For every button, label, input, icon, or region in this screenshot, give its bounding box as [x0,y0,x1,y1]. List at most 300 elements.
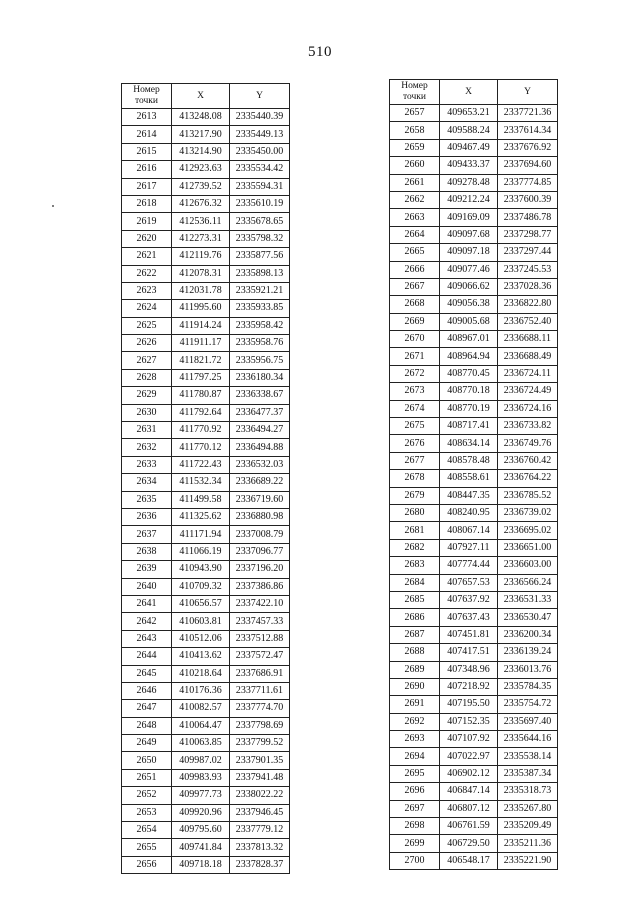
point-number-cell: 2698 [390,818,440,835]
table-row [390,800,558,817]
x-cell: 406847.14 [440,783,498,800]
x-cell: 411532.34 [172,474,230,491]
x-cell: 407348.96 [440,661,498,678]
x-cell: 409588.24 [440,122,498,139]
x-cell: 411780.87 [172,387,230,404]
table-row [390,261,558,278]
x-cell: 409467.49 [440,139,498,156]
x-cell: 406548.17 [440,852,498,869]
point-number-cell: 2648 [122,717,172,734]
header-point-number: Номер точки [390,80,440,105]
y-cell: 2338022.22 [230,787,290,804]
table-row [390,609,558,626]
x-cell: 413214.90 [172,143,230,160]
point-number-cell: 2663 [390,209,440,226]
table-row [390,209,558,226]
point-number-cell: 2635 [122,491,172,508]
y-cell: 2336200.34 [498,626,558,643]
table-row [390,400,558,417]
y-cell: 2335318.73 [498,783,558,800]
point-number-cell: 2630 [122,404,172,421]
x-cell: 409212.24 [440,191,498,208]
table-row [122,404,290,421]
x-cell: 409278.48 [440,174,498,191]
x-cell: 407107.92 [440,731,498,748]
table-row [122,735,290,752]
y-cell: 2337245.53 [498,261,558,278]
scan-speck [52,205,54,207]
point-number-cell: 2680 [390,504,440,521]
table-row [122,178,290,195]
point-number-cell: 2668 [390,296,440,313]
y-cell: 2335898.13 [230,265,290,282]
y-cell: 2337600.39 [498,191,558,208]
table-row [390,852,558,869]
y-cell: 2337008.79 [230,526,290,543]
y-cell: 2337572.47 [230,648,290,665]
y-cell: 2335267.80 [498,800,558,817]
table-row [122,282,290,299]
y-cell: 2335610.19 [230,195,290,212]
coordinates-table-left [121,83,290,874]
point-number-cell: 2655 [122,839,172,856]
table-row [122,508,290,525]
x-cell: 409920.96 [172,804,230,821]
point-number-cell: 2685 [390,591,440,608]
x-cell: 410512.06 [172,630,230,647]
x-cell: 408964.94 [440,348,498,365]
x-cell: 409005.68 [440,313,498,330]
y-cell: 2335754.72 [498,696,558,713]
table-row [390,487,558,504]
x-cell: 412923.63 [172,161,230,178]
point-number-cell: 2632 [122,439,172,456]
x-cell: 411722.43 [172,456,230,473]
x-cell: 409097.68 [440,226,498,243]
table-row [390,504,558,521]
table-row [122,439,290,456]
y-cell: 2335697.40 [498,713,558,730]
x-cell: 412078.31 [172,265,230,282]
table-row [122,265,290,282]
y-cell: 2336822.80 [498,296,558,313]
y-cell: 2337941.48 [230,769,290,786]
point-number-cell: 2613 [122,109,172,126]
y-cell: 2337779.12 [230,822,290,839]
x-cell: 412119.76 [172,248,230,265]
table-row [122,422,290,439]
table-row [122,248,290,265]
y-cell: 2335798.32 [230,230,290,247]
y-cell: 2336695.02 [498,522,558,539]
x-cell: 409653.21 [440,105,498,122]
y-cell: 2335644.16 [498,731,558,748]
x-cell: 412536.11 [172,213,230,230]
x-cell: 408967.01 [440,331,498,348]
point-number-cell: 2633 [122,456,172,473]
table-row [390,365,558,382]
x-cell: 412676.32 [172,195,230,212]
table-row [390,539,558,556]
coordinates-table-right [389,79,558,870]
table-row [122,717,290,734]
y-cell: 2335534.42 [230,161,290,178]
x-cell: 408770.45 [440,365,498,382]
x-cell: 408447.35 [440,487,498,504]
y-cell: 2337686.91 [230,665,290,682]
x-cell: 409066.62 [440,278,498,295]
point-number-cell: 2617 [122,178,172,195]
y-cell: 2336477.37 [230,404,290,421]
table-row [390,574,558,591]
y-cell: 2337028.36 [498,278,558,295]
point-number-cell: 2624 [122,300,172,317]
y-cell: 2336531.33 [498,591,558,608]
table-row [390,157,558,174]
y-cell: 2337774.85 [498,174,558,191]
x-cell: 410082.57 [172,700,230,717]
point-number-cell: 2657 [390,105,440,122]
table-row [390,835,558,852]
table-row [122,578,290,595]
point-number-cell: 2700 [390,852,440,869]
y-cell: 2337512.88 [230,630,290,647]
x-cell: 410064.47 [172,717,230,734]
point-number-cell: 2634 [122,474,172,491]
table-row [122,769,290,786]
x-cell: 406902.12 [440,765,498,782]
x-cell: 409987.02 [172,752,230,769]
header-y: Y [498,80,558,105]
table-row [390,731,558,748]
point-number-cell: 2637 [122,526,172,543]
point-number-cell: 2631 [122,422,172,439]
x-cell: 413217.90 [172,126,230,143]
point-number-cell: 2687 [390,626,440,643]
table-row [390,818,558,835]
y-cell: 2336530.47 [498,609,558,626]
point-number-cell: 2659 [390,139,440,156]
x-cell: 409169.09 [440,209,498,226]
point-number-cell: 2661 [390,174,440,191]
x-cell: 410603.81 [172,613,230,630]
table-row [122,474,290,491]
point-number-cell: 2665 [390,244,440,261]
point-number-cell: 2653 [122,804,172,821]
table-row [122,387,290,404]
y-cell: 2336785.52 [498,487,558,504]
x-cell: 408770.19 [440,400,498,417]
y-cell: 2335538.14 [498,748,558,765]
x-cell: 410218.64 [172,665,230,682]
table-row [122,561,290,578]
x-cell: 411797.25 [172,369,230,386]
x-cell: 409056.38 [440,296,498,313]
y-cell: 2337711.61 [230,682,290,699]
y-cell: 2336180.34 [230,369,290,386]
y-cell: 2336566.24 [498,574,558,591]
table-row [122,161,290,178]
x-cell: 411770.92 [172,422,230,439]
table-row [390,278,558,295]
table-row [122,543,290,560]
point-number-cell: 2670 [390,331,440,348]
x-cell: 410709.32 [172,578,230,595]
table-row [122,109,290,126]
table-row [122,630,290,647]
table-row [122,352,290,369]
table-row [122,195,290,212]
table-row [390,418,558,435]
x-cell: 411066.19 [172,543,230,560]
point-number-cell: 2674 [390,400,440,417]
point-number-cell: 2656 [122,856,172,873]
header-point-number: Номер точки [122,84,172,109]
point-number-cell: 2675 [390,418,440,435]
point-number-cell: 2625 [122,317,172,334]
y-cell: 2337694.60 [498,157,558,174]
point-number-cell: 2649 [122,735,172,752]
y-cell: 2335449.13 [230,126,290,143]
point-number-cell: 2690 [390,678,440,695]
y-cell: 2337486.78 [498,209,558,226]
y-cell: 2337297.44 [498,244,558,261]
point-number-cell: 2638 [122,543,172,560]
point-number-cell: 2673 [390,383,440,400]
table-row [390,661,558,678]
x-cell: 407022.97 [440,748,498,765]
x-cell: 411770.12 [172,439,230,456]
y-cell: 2336724.11 [498,365,558,382]
table-row [122,682,290,699]
y-cell: 2336013.76 [498,661,558,678]
y-cell: 2336494.27 [230,422,290,439]
table-row [122,335,290,352]
point-number-cell: 2619 [122,213,172,230]
point-number-cell: 2692 [390,713,440,730]
point-number-cell: 2664 [390,226,440,243]
y-cell: 2336651.00 [498,539,558,556]
y-cell: 2335958.76 [230,335,290,352]
x-cell: 409097.18 [440,244,498,261]
x-cell: 406761.59 [440,818,498,835]
table-row [390,678,558,695]
x-cell: 411792.64 [172,404,230,421]
y-cell: 2336752.40 [498,313,558,330]
y-cell: 2337298.77 [498,226,558,243]
x-cell: 411995.60 [172,300,230,317]
point-number-cell: 2691 [390,696,440,713]
table-row [122,856,290,873]
point-number-cell: 2616 [122,161,172,178]
table-row [390,644,558,661]
x-cell: 408578.48 [440,452,498,469]
x-cell: 412031.78 [172,282,230,299]
y-cell: 2335933.85 [230,300,290,317]
y-cell: 2336338.67 [230,387,290,404]
x-cell: 410943.90 [172,561,230,578]
table-row [122,491,290,508]
table-row [122,143,290,160]
point-number-cell: 2660 [390,157,440,174]
table-row [390,313,558,330]
point-number-cell: 2684 [390,574,440,591]
point-number-cell: 2696 [390,783,440,800]
point-number-cell: 2651 [122,769,172,786]
x-cell: 408558.61 [440,470,498,487]
x-cell: 409718.18 [172,856,230,873]
point-number-cell: 2639 [122,561,172,578]
y-cell: 2336603.00 [498,557,558,574]
y-cell: 2337901.35 [230,752,290,769]
table-row [390,174,558,191]
table-row [390,191,558,208]
x-cell: 407637.92 [440,591,498,608]
point-number-cell: 2629 [122,387,172,404]
y-cell: 2335211.36 [498,835,558,852]
x-cell: 408770.18 [440,383,498,400]
x-cell: 407774.44 [440,557,498,574]
point-number-cell: 2642 [122,613,172,630]
header-x: X [440,80,498,105]
table-row [390,522,558,539]
point-number-cell: 2676 [390,435,440,452]
table-row [122,230,290,247]
y-cell: 2337676.92 [498,139,558,156]
table-row [390,244,558,261]
x-cell: 407152.35 [440,713,498,730]
table-row [122,526,290,543]
table-row [122,126,290,143]
point-number-cell: 2646 [122,682,172,699]
point-number-cell: 2620 [122,230,172,247]
point-number-cell: 2672 [390,365,440,382]
y-cell: 2335209.49 [498,818,558,835]
table-row [390,296,558,313]
table-row [390,435,558,452]
table-row [390,331,558,348]
point-number-cell: 2695 [390,765,440,782]
point-number-cell: 2644 [122,648,172,665]
table-row [390,452,558,469]
y-cell: 2337721.36 [498,105,558,122]
point-number-cell: 2693 [390,731,440,748]
table-row [390,713,558,730]
header-y: Y [230,84,290,109]
point-number-cell: 2694 [390,748,440,765]
table-row [390,470,558,487]
x-cell: 409077.46 [440,261,498,278]
y-cell: 2336764.22 [498,470,558,487]
y-cell: 2336719.60 [230,491,290,508]
y-cell: 2336733.82 [498,418,558,435]
x-cell: 407657.53 [440,574,498,591]
table-row [122,317,290,334]
point-number-cell: 2650 [122,752,172,769]
table-row [390,626,558,643]
y-cell: 2335784.35 [498,678,558,695]
x-cell: 408067.14 [440,522,498,539]
x-cell: 412273.31 [172,230,230,247]
y-cell: 2336724.16 [498,400,558,417]
point-number-cell: 2622 [122,265,172,282]
table-row [390,348,558,365]
y-cell: 2336724.49 [498,383,558,400]
y-cell: 2336749.76 [498,435,558,452]
point-number-cell: 2681 [390,522,440,539]
point-number-cell: 2615 [122,143,172,160]
table-row [390,765,558,782]
point-number-cell: 2621 [122,248,172,265]
table-row [122,787,290,804]
x-cell: 408240.95 [440,504,498,521]
x-cell: 407417.51 [440,644,498,661]
y-cell: 2335387.34 [498,765,558,782]
y-cell: 2337946.45 [230,804,290,821]
point-number-cell: 2641 [122,595,172,612]
point-number-cell: 2666 [390,261,440,278]
x-cell: 411499.58 [172,491,230,508]
point-number-cell: 2658 [390,122,440,139]
x-cell: 409795.60 [172,822,230,839]
point-number-cell: 2688 [390,644,440,661]
y-cell: 2335440.39 [230,109,290,126]
point-number-cell: 2699 [390,835,440,852]
table-row [122,752,290,769]
point-number-cell: 2643 [122,630,172,647]
table-row [122,369,290,386]
x-cell: 407637.43 [440,609,498,626]
table-row [390,139,558,156]
y-cell: 2336494.88 [230,439,290,456]
point-number-cell: 2640 [122,578,172,595]
point-number-cell: 2662 [390,191,440,208]
x-cell: 411325.62 [172,508,230,525]
x-cell: 412739.52 [172,178,230,195]
y-cell: 2337774.70 [230,700,290,717]
x-cell: 409741.84 [172,839,230,856]
x-cell: 409977.73 [172,787,230,804]
x-cell: 410413.62 [172,648,230,665]
y-cell: 2337813.32 [230,839,290,856]
table-row [390,105,558,122]
point-number-cell: 2636 [122,508,172,525]
x-cell: 406729.50 [440,835,498,852]
y-cell: 2336689.22 [230,474,290,491]
point-number-cell: 2683 [390,557,440,574]
point-number-cell: 2679 [390,487,440,504]
y-cell: 2337828.37 [230,856,290,873]
y-cell: 2336760.42 [498,452,558,469]
x-cell: 411911.17 [172,335,230,352]
y-cell: 2335450.00 [230,143,290,160]
point-number-cell: 2686 [390,609,440,626]
y-cell: 2337422.10 [230,595,290,612]
x-cell: 407451.81 [440,626,498,643]
x-cell: 409433.37 [440,157,498,174]
y-cell: 2337798.69 [230,717,290,734]
y-cell: 2336739.02 [498,504,558,521]
point-number-cell: 2647 [122,700,172,717]
y-cell: 2337386.86 [230,578,290,595]
point-number-cell: 2628 [122,369,172,386]
y-cell: 2335221.90 [498,852,558,869]
x-cell: 407195.50 [440,696,498,713]
point-number-cell: 2682 [390,539,440,556]
table-row [122,456,290,473]
point-number-cell: 2669 [390,313,440,330]
y-cell: 2337457.33 [230,613,290,630]
